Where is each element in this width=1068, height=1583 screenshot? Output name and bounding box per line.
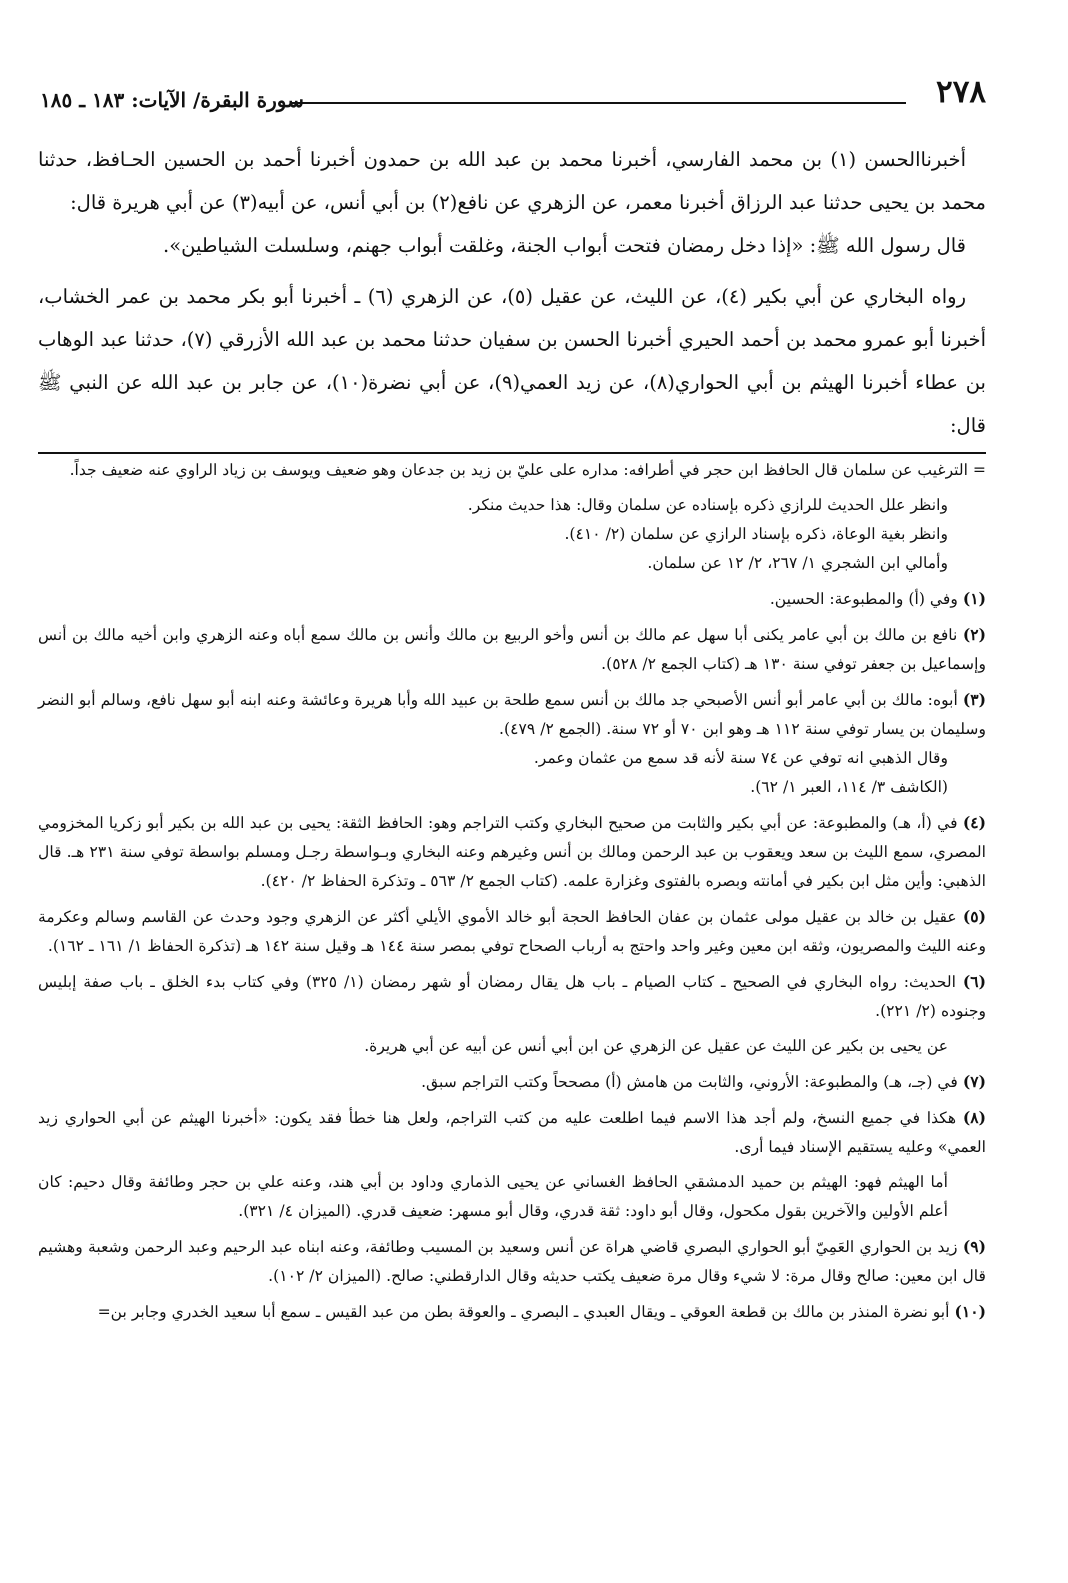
footnote-text: في (أ، هـ) والمطبوعة: عن أبي بكير والثابت من صحيح البخاري وكتب التراجم وهو: الحافظ الثقة: يحيى بن عبد الله بن بكير أبو زكريا المخزومي المصري، سمع الليث بن سعد ويعقوب بن عبد الرحمن ومالك بن أنس وغيرهم وعنه البخاري وبـواسطة رجـل ومسلم بواسطة توفي سنة ٢٣١ هـ. قال الذهبي: وأين مثل ابن بكير في أمانته وبصره بالفتوى وغزارة علمه. (كتاب الجمع ٢/ ٥٦٣ ـ وتذكرة الحفاظ ٢/ ٤٢٠). — [38, 814, 986, 890]
footnotes — [38, 456, 986, 1327]
footnote — [38, 1168, 986, 1226]
footnote — [38, 1297, 986, 1327]
footnote — [38, 549, 986, 578]
footnote — [38, 685, 986, 744]
footnote — [38, 1032, 986, 1061]
footnote-text: عقيل بن خالد بن عقيل مولى عثمان بن عفان الحافظ الحجة أبو خالد الأموي الأيلي أكثر عن الزهري وجود وحدث عن القاسم وسالم وعكرمة وعنه الليث والمصريون، وثقه ابن معين وغير واحد واحتج به أرباب الصحاح توفي بمصر سنة ١٤٤ هـ وقيل سنة ١٤٢ هـ (تذكرة الحفاظ ١/ ١٦١ ـ ١٦٢). — [38, 908, 986, 955]
footnote-number: (٢) — [962, 625, 986, 644]
footnote — [38, 967, 986, 1026]
footnote — [38, 744, 986, 773]
footnote — [38, 773, 986, 802]
footnote — [38, 808, 986, 896]
footnote-text: الحديث: رواه البخاري في الصحيح ـ كتاب الصيام ـ باب هل يقال رمضان أو شهر رمضان (١/ ٣٢٥) وفي كتاب بدء الخلق ـ باب صفة إبليس وجنوده (٢/ ٢٢١). — [38, 973, 986, 1020]
footnote-number: (٧) — [962, 1072, 986, 1091]
paragraph-isnad-2: رواه البخاري عن أبي بكير (٤)، عن الليث، عن عقيل (٥)، عن الزهري (٦) ـ أخبرنا أبو بكر محمد بن عمر الخشاب، أخبرنا أبو عمرو محمد بن أحمد الحيري أخبرنا الحسن بن سفيان حدثنا محمد بن عبد الله الأزرقي (٧)، حدثنا عبد الوهاب بن عطاء أخبرنا الهيثم بن أبي الحواري(٨)، عن زيد العمي(٩)، عن أبي نضرة(١٠)، عن جابر بن عبد الله عن النبي ﷺ قال: — [38, 285, 986, 437]
footnote — [38, 1067, 986, 1097]
footnote — [38, 1232, 986, 1291]
footnote-text: وأمالي ابن الشجري ١/ ٢٦٧، ٢/ ١٢ عن سلمان. — [647, 554, 948, 572]
footnote-text: أبوه: مالك بن أبي عامر أبو أنس الأصبحي جد مالك بن أنس سمع طلحة بن عبيد الله وأبا هريرة وعائشة وعنه ابنه أبو سهل نافع، وسالم أبو النضر وسليمان بن يسار توفي سنة ١١٢ هـ وهو ابن ٧٠ أو ٧٢ سنة. (الجمع ٢/ ٤٧٩). — [38, 691, 986, 738]
footnote-divider — [38, 452, 986, 454]
footnote-text: زيد بن الحواري العَمِيّ أبو الحواري البصري قاضي هراة عن أنس وسعيد بن المسيب وطائفة، وعنه ابناه عبد الرحيم وعبد الرحمن وشعبة وهشيم قال ابن معين: صالح وقال مرة: لا شيء وقال مرة ضعيف يكتب حديثه وقال الدارقطني: صالح. (الميزان ٢/ ١٠٢). — [38, 1238, 986, 1285]
surah-title: سورة البقرة/ الآيات: ١٨٣ ـ ١٨٥ — [40, 88, 304, 112]
footnote-text: أما الهيثم فهو: الهيثم بن حميد الدمشقي الحافظ الغساني عن يحيى الذماري وداود بن أبي هند، وعنه علي بن حجر وطائفة وقال دحيم: كان أعلم الأولين والآخرين بقول مكحول، وقال أبو داود: ثقة قدري، وقال أبو مسهر: ضعيف قدري. (الميزان ٤/ ٣٢١). — [38, 1173, 948, 1220]
footnote-text: نافع بن مالك بن أبي عامر يكنى أبا سهل عم مالك بن أنس وأخو الربيع بن مالك وأنس بن مالك سمع أباه وعنه الزهري وابن أخيه مالك بن أنس وإسماعيل بن جعفر توفي سنة ١٣٠ هـ (كتاب الجمع ٢/ ٥٢٨). — [38, 626, 986, 673]
footnote — [38, 1103, 986, 1162]
footnote — [38, 491, 986, 520]
header-rule — [290, 102, 906, 104]
footnote-number: (٣) — [962, 690, 986, 709]
footnote — [38, 584, 986, 614]
footnote-text: عن يحيى بن بكير عن الليث عن عقيل عن الزهري عن ابن أبي أنس عن أبيه عن أبي هريرة. — [364, 1037, 948, 1055]
footnote — [38, 520, 986, 549]
paragraph-isnad-1: أخبرناالحسن (١) بن محمد الفارسي، أخبرنا محمد بن عبد الله بن حمدون أخبرنا أحمد بن الحسين الحـافظ، حدثنا محمد بن يحيى حدثنا عبد الرزاق أخبرنا معمر، عن الزهري عن نافع(٢) بن أبي أنس، عن أبيه(٣) عن أبي هريرة قال: — [38, 148, 986, 214]
footnote-text: وانظر بغية الوعاة، ذكره بإسناد الرازي عن سلمان (٢/ ٤١٠). — [564, 525, 948, 543]
footnote — [38, 902, 986, 961]
footnote-text: وانظر علل الحديث للرازي ذكره بإسناده عن سلمان وقال: هذا حديث منكر. — [467, 496, 948, 514]
footnote-text: وفي (أ) والمطبوعة: الحسين. — [769, 590, 958, 608]
page-number: ٢٧٨ — [936, 74, 986, 110]
footnote — [38, 456, 986, 485]
footnote-text: (الكاشف ٣/ ١١٤، العبر ١/ ٦٢). — [750, 778, 948, 796]
footnote-number: (٥) — [962, 907, 986, 926]
footnote-text: أبو نضرة المنذر بن مالك بن قطعة العوقي ـ ويقال العبدي ـ البصري ـ والعوقة بطن من عبد القيس ـ سمع أبا سعيد الخدري وجابر بن= — [97, 1303, 950, 1321]
footnote-number: (١٠) — [954, 1302, 986, 1321]
footnote-number: (٩) — [962, 1237, 986, 1256]
footnote-number: (٤) — [962, 813, 986, 832]
footnote — [38, 620, 986, 679]
footnote-text: هكذا في جميع النسخ، ولم أجد هذا الاسم فيما اطلعت عليه من كتب التراجم، ولعل هنا خطأ فقد يكون: «أخبرنا الهيثم عن أبي الحواري زيد العمي» وعليه يستقيم الإسناد فيما أرى. — [38, 1109, 986, 1156]
footnote-number: (١) — [962, 589, 986, 608]
footnote-text: = الترغيب عن سلمان قال الحافظ ابن حجر في أطرافه: مداره على عليّ بن زيد بن جدعان وهو ضعيف ويوسف بن زياد الراوي عنه ضعيف جداً. — [69, 461, 986, 479]
page-header — [40, 74, 986, 118]
paragraph-hadith: قال رسول الله ﷺ: «إذا دخل رمضان فتحت أبواب الجنة، وغلقت أبواب جهنم، وسلسلت الشياطين». — [163, 234, 966, 257]
footnote-number: (٨) — [962, 1108, 986, 1127]
footnote-text: وقال الذهبي انه توفي عن ٧٤ سنة لأنه قد سمع من عثمان وعمر. — [533, 749, 948, 767]
footnote-number: (٦) — [962, 972, 986, 991]
main-text — [38, 138, 986, 447]
footnote-text: في (جـ، هـ) والمطبوعة: الأروني، والثابت من هامش (أ) مصححاً وكتب التراجم سبق. — [421, 1073, 958, 1091]
